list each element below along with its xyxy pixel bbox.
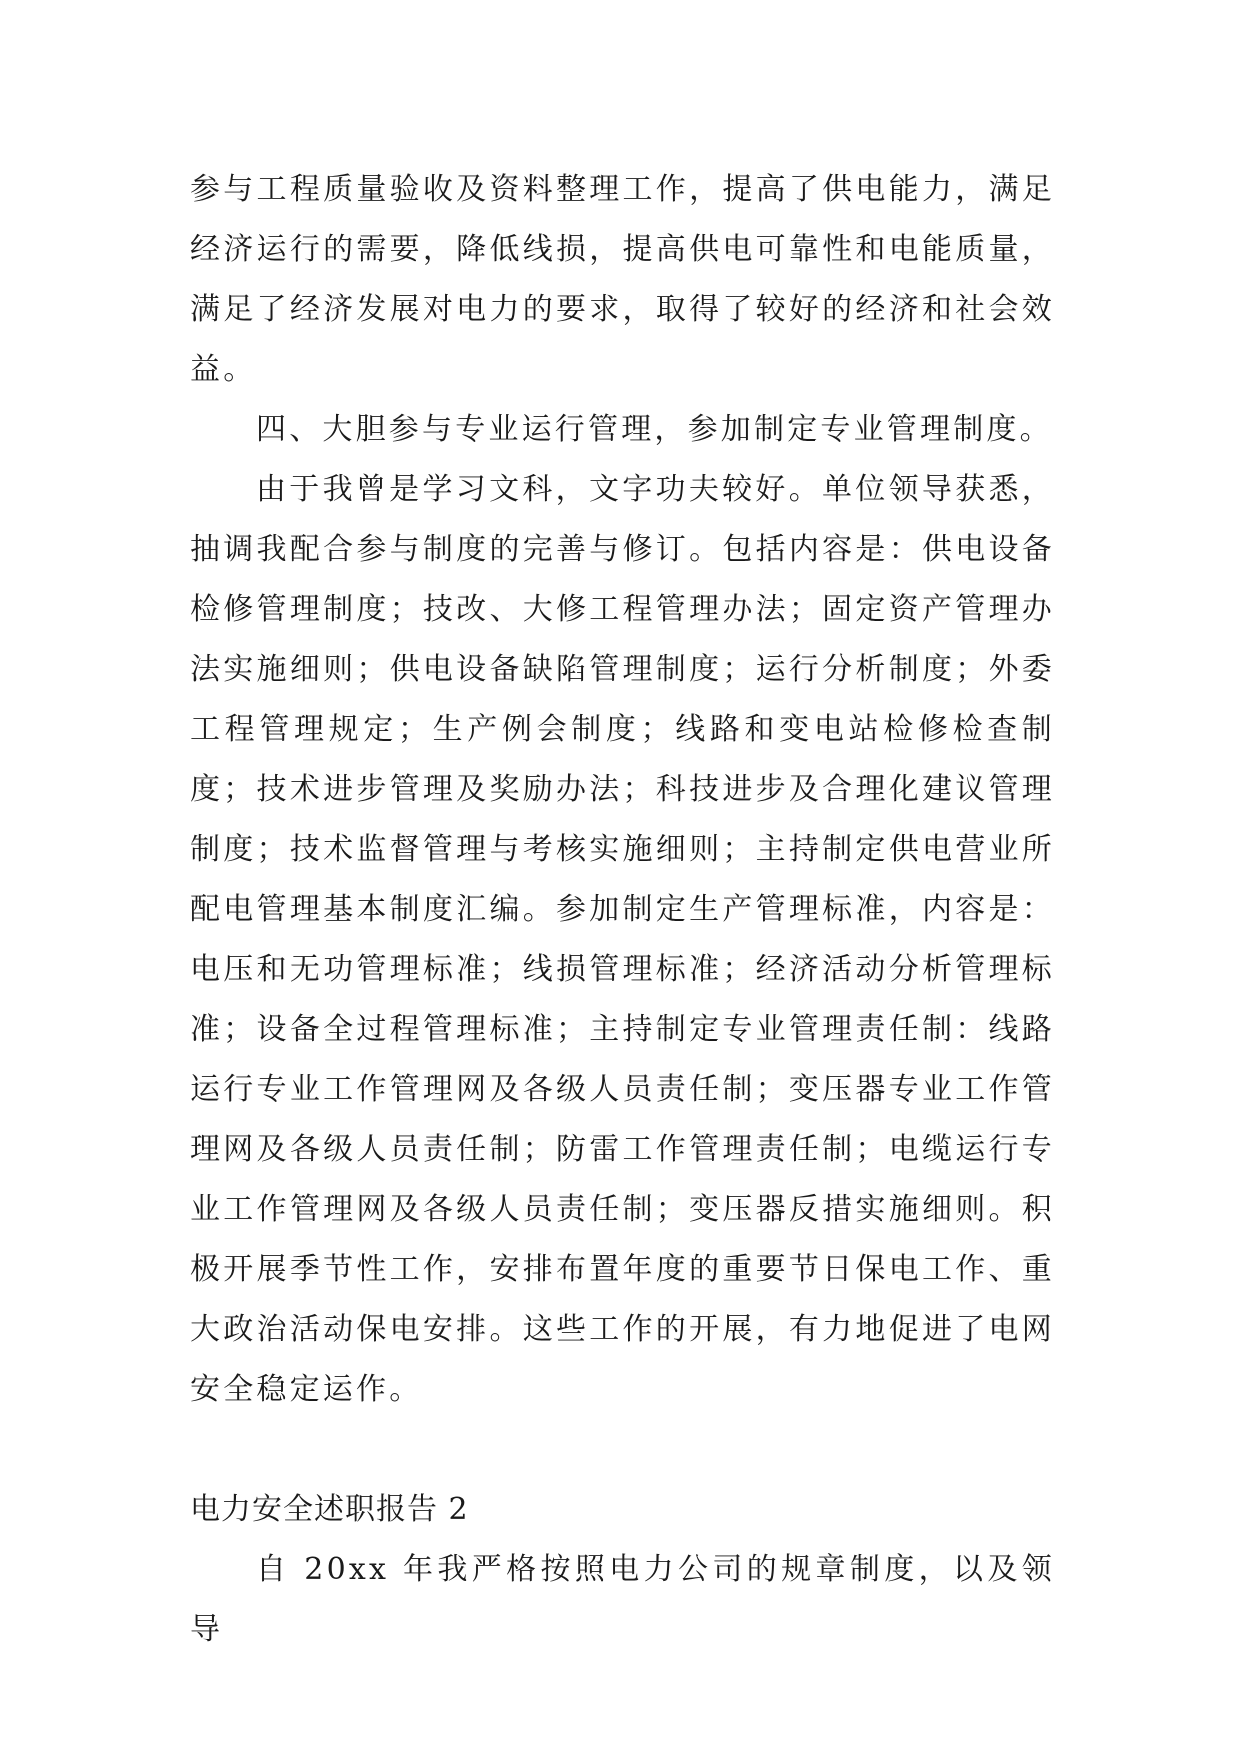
paragraph-heading-four: 四、大胆参与专业运行管理，参加制定专业管理制度。 (256, 412, 1053, 447)
paragraph-management-systems: 由于我曾是学习文科，文字功夫较好。单位领导获悉，抽调我配合参与制度的完善与修订。包括内容是：供电设备检修管理制度；技改、大修工程管理办法；固定资产管理办法实施细则；供电设备缺陷管理制度；运行分析制度；外委工程管理规定；生产例会制度；线路和变电站检修检查制度；技术进步管理及奖励办法；科技进步及合理化建议管理制度；技术监督管理与考核实施细则；主持制定供电营业所配电管理基本制度汇编。参加制定生产管理标准，内容是：电压和无功管理标准；线损管理标准；经济活动分析管理标准；设备全过程管理标准；主持制定专业管理责任制：线路运行专业工作管理网及各级人员责任制；变压器专业工作管理网及各级人员责任制；防雷工作管理责任制；电缆运行专业工作管理网及各级人员责任制；变压器反措实施细则。积极开展季节性工作，安排布置年度的重要节日保电工作、重大政治活动保电安排。这些工作的开展，有力地促进了电网安全稳定运作。 (190, 472, 1055, 1407)
paragraph-project-acceptance: 参与工程质量验收及资料整理工作，提高了供电能力，满足经济运行的需要，降低线损，提高供电可靠性和电能质量，满足了经济发展对电力的要求，取得了较好的经济和社会效益。 (190, 172, 1055, 387)
section-title: 电力安全述职报告 2 (190, 1492, 469, 1527)
document-body (190, 160, 1055, 1660)
paragraph-section-intro: 自 20xx 年我严格按照电力公司的规章制度，以及领导 (190, 1552, 1055, 1647)
